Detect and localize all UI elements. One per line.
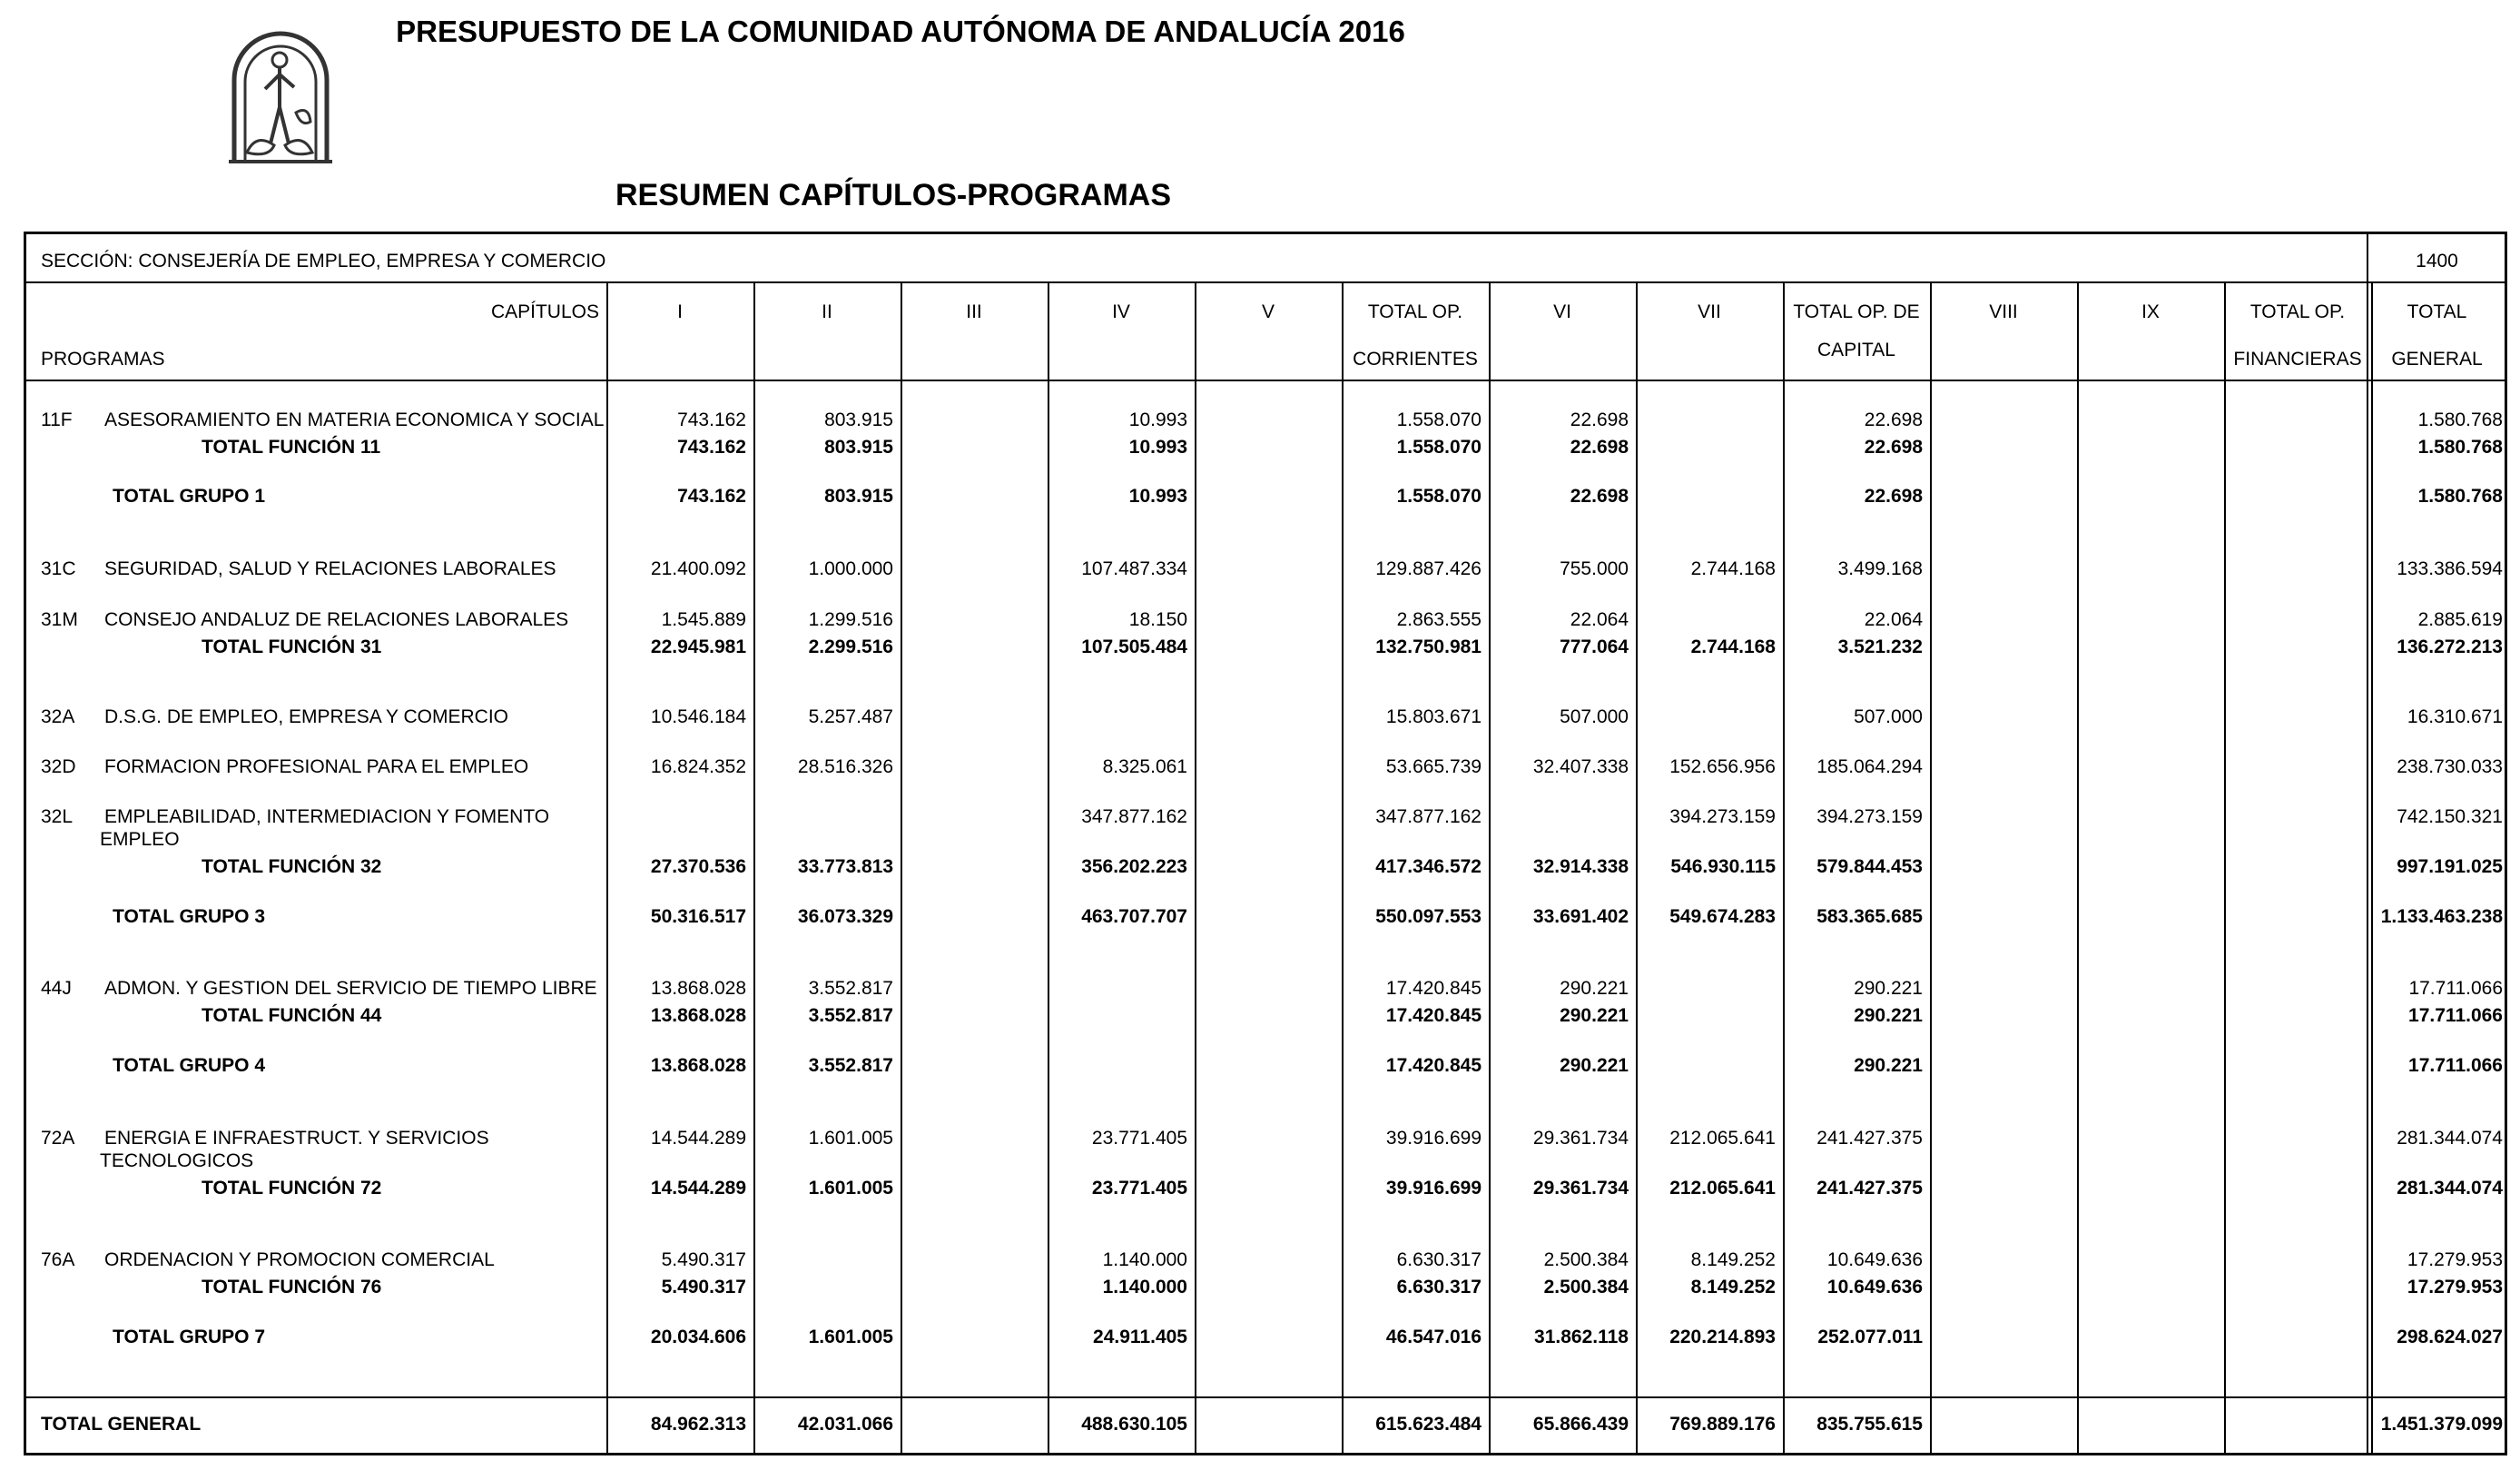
table-cell: 5.490.317 — [661, 1277, 746, 1297]
table-cell: 10.993 — [1128, 437, 1187, 458]
column-header: III — [966, 301, 982, 322]
table-cell: 29.361.734 — [1532, 1128, 1629, 1149]
table-cell: 1.140.000 — [1102, 1277, 1187, 1297]
program-name-continuation: TECNOLOGICOS — [100, 1150, 254, 1171]
table-cell: 755.000 — [1560, 558, 1629, 579]
column-header: VI — [1553, 301, 1571, 322]
table-cell: 22.064 — [1570, 609, 1629, 630]
table-cell: 22.698 — [1570, 409, 1629, 430]
table-cell: 14.544.289 — [650, 1128, 746, 1149]
table-cell: 22.698 — [1864, 437, 1923, 458]
table-cell: 5.490.317 — [661, 1249, 746, 1270]
program-name: ADMON. Y GESTION DEL SERVICIO DE TIEMPO LIBRE — [104, 978, 597, 999]
program-code: 11F — [41, 409, 73, 430]
table-cell: 17.420.845 — [1385, 1055, 1481, 1076]
column-header: VII — [1698, 301, 1721, 322]
table-cell: 3.552.817 — [808, 978, 893, 999]
table-cell: 22.698 — [1570, 437, 1629, 458]
column-divider — [1930, 281, 1932, 1455]
table-cell: 1.580.768 — [2417, 409, 2503, 430]
total-divider — [24, 1396, 2507, 1398]
table-cell: 347.877.162 — [1375, 806, 1481, 827]
table-cell: 241.427.375 — [1816, 1128, 1923, 1149]
table-cell: 39.916.699 — [1385, 1178, 1481, 1199]
table-cell: 241.427.375 — [1816, 1178, 1923, 1199]
table-cell: 2.885.619 — [2417, 609, 2503, 630]
table-cell: 1.000.000 — [808, 558, 893, 579]
column-header: CORRIENTES — [1353, 349, 1478, 370]
table-cell: 1.601.005 — [808, 1178, 893, 1199]
total-general-cell: 769.889.176 — [1669, 1414, 1776, 1435]
table-cell: 10.649.636 — [1826, 1277, 1923, 1297]
program-code: 44J — [41, 978, 72, 999]
table-cell: 50.316.517 — [650, 906, 746, 927]
table-cell: 17.420.845 — [1385, 1005, 1481, 1026]
column-header: CAPITAL — [1817, 340, 1895, 360]
page-subtitle: RESUMEN CAPÍTULOS-PROGRAMAS — [615, 178, 1172, 212]
table-cell: 549.674.283 — [1669, 906, 1776, 927]
table-cell: 10.993 — [1128, 409, 1187, 430]
table-cell: 27.370.536 — [650, 856, 746, 877]
table-cell: 1.558.070 — [1396, 486, 1481, 507]
program-code: 72A — [41, 1128, 75, 1149]
table-cell: 3.552.817 — [808, 1055, 893, 1076]
table-cell: 5.257.487 — [808, 706, 893, 727]
total-row-label: TOTAL GRUPO 7 — [113, 1327, 266, 1347]
table-cell: 1.133.463.238 — [2380, 906, 2503, 927]
program-name: D.S.G. DE EMPLEO, EMPRESA Y COMERCIO — [104, 706, 508, 727]
table-cell: 212.065.641 — [1669, 1128, 1776, 1149]
table-cell: 347.877.162 — [1081, 806, 1187, 827]
table-cell: 290.221 — [1854, 1055, 1923, 1076]
table-cell: 31.862.118 — [1534, 1327, 1629, 1347]
table-cell: 17.420.845 — [1385, 978, 1481, 999]
table-cell: 10.993 — [1128, 486, 1187, 507]
total-row-label: TOTAL FUNCIÓN 32 — [202, 856, 382, 877]
table-cell: 290.221 — [1560, 1005, 1629, 1026]
table-cell: 2.500.384 — [1543, 1249, 1629, 1270]
table-cell: 252.077.011 — [1817, 1327, 1923, 1347]
table-cell: 18.150 — [1128, 609, 1187, 630]
table-cell: 133.386.594 — [2397, 558, 2503, 579]
table-cell: 290.221 — [1854, 978, 1923, 999]
table-cell: 356.202.223 — [1081, 856, 1187, 877]
table-cell: 33.691.402 — [1532, 906, 1629, 927]
table-cell: 136.272.213 — [2397, 636, 2503, 657]
table-cell: 17.711.066 — [2408, 1005, 2503, 1026]
table-cell: 1.558.070 — [1396, 409, 1481, 430]
table-cell: 290.221 — [1854, 1005, 1923, 1026]
table-cell: 238.730.033 — [2397, 756, 2503, 777]
program-code: 31C — [41, 558, 76, 579]
total-general-cell: 835.755.615 — [1816, 1414, 1923, 1435]
column-header: V — [1261, 301, 1275, 322]
table-cell: 2.299.516 — [808, 636, 893, 657]
total-row-label: TOTAL FUNCIÓN 31 — [202, 636, 382, 657]
table-cell: 2.744.168 — [1690, 558, 1776, 579]
table-cell: 417.346.572 — [1375, 856, 1481, 877]
program-name: EMPLEABILIDAD, INTERMEDIACION Y FOMENTO — [104, 806, 550, 827]
table-cell: 20.034.606 — [650, 1327, 746, 1347]
total-row-label: TOTAL GRUPO 4 — [113, 1055, 266, 1076]
table-cell: 1.601.005 — [808, 1327, 893, 1347]
table-cell: 185.064.294 — [1816, 756, 1923, 777]
table-cell: 13.868.028 — [650, 1055, 746, 1076]
table-cell: 107.505.484 — [1081, 636, 1187, 657]
table-cell: 997.191.025 — [2397, 856, 2503, 877]
table-cell: 463.707.707 — [1081, 906, 1187, 927]
column-header: VIII — [1989, 301, 2018, 322]
table-cell: 17.279.953 — [2407, 1277, 2503, 1297]
table-cell: 36.073.329 — [797, 906, 893, 927]
program-code: 31M — [41, 609, 78, 630]
table-cell: 507.000 — [1560, 706, 1629, 727]
total-row-label: TOTAL FUNCIÓN 76 — [202, 1277, 382, 1297]
table-cell: 2.863.555 — [1396, 609, 1481, 630]
total-general-cell: 84.962.313 — [650, 1414, 746, 1435]
program-code: 32D — [41, 756, 76, 777]
program-name-continuation: EMPLEO — [100, 829, 180, 850]
table-cell: 1.545.889 — [661, 609, 746, 630]
column-header: II — [822, 301, 832, 322]
program-code: 76A — [41, 1249, 75, 1270]
table-cell: 2.744.168 — [1690, 636, 1776, 657]
column-divider — [2077, 281, 2079, 1455]
header-capitulos: CAPÍTULOS — [490, 301, 599, 322]
total-general-cell: 1.451.379.099 — [2380, 1414, 2503, 1435]
table-cell: 777.064 — [1560, 636, 1629, 657]
program-name: ASESORAMIENTO EN MATERIA ECONOMICA Y SOCIAL — [104, 409, 605, 430]
total-row-label: TOTAL FUNCIÓN 11 — [202, 437, 381, 458]
total-general-cell: 42.031.066 — [797, 1414, 893, 1435]
table-cell: 743.162 — [677, 409, 746, 430]
total-general-cell: 65.866.439 — [1532, 1414, 1629, 1435]
page-title: PRESUPUESTO DE LA COMUNIDAD AUTÓNOMA DE ANDALUCÍA 2016 — [396, 15, 1405, 48]
table-cell: 33.773.813 — [797, 856, 893, 877]
table-cell: 550.097.553 — [1375, 906, 1481, 927]
table-cell: 742.150.321 — [2397, 806, 2503, 827]
table-cell: 298.624.027 — [2397, 1327, 2503, 1347]
total-row-label: TOTAL GRUPO 3 — [113, 906, 266, 927]
table-cell: 39.916.699 — [1385, 1128, 1481, 1149]
table-cell: 1.580.768 — [2417, 437, 2503, 458]
table-cell: 507.000 — [1854, 706, 1923, 727]
table-cell: 743.162 — [677, 437, 746, 458]
table-cell: 28.516.326 — [797, 756, 893, 777]
total-row-label: TOTAL FUNCIÓN 72 — [202, 1178, 382, 1199]
table-cell: 53.665.739 — [1385, 756, 1481, 777]
table-cell: 10.546.184 — [650, 706, 746, 727]
table-cell: 17.279.953 — [2407, 1249, 2503, 1270]
table-cell: 1.580.768 — [2417, 486, 2503, 507]
table-cell: 129.887.426 — [1375, 558, 1481, 579]
column-header: IX — [2141, 301, 2160, 322]
program-name: CONSEJO ANDALUZ DE RELACIONES LABORALES — [104, 609, 569, 630]
table-cell: 8.149.252 — [1690, 1277, 1776, 1297]
table-cell: 290.221 — [1560, 978, 1629, 999]
section-label: SECCIÓN: CONSEJERÍA DE EMPLEO, EMPRESA Y COMERCIO — [41, 251, 606, 271]
program-name: SEGURIDAD, SALUD Y RELACIONES LABORALES — [104, 558, 556, 579]
table-cell: 21.400.092 — [650, 558, 746, 579]
table-cell: 15.803.671 — [1385, 706, 1481, 727]
table-cell: 579.844.453 — [1816, 856, 1923, 877]
table-cell: 22.064 — [1864, 609, 1923, 630]
table-cell: 22.698 — [1864, 486, 1923, 507]
table-cell: 394.273.159 — [1816, 806, 1923, 827]
table-cell: 13.868.028 — [650, 1005, 746, 1026]
table-cell: 394.273.159 — [1669, 806, 1776, 827]
table-cell: 22.698 — [1864, 409, 1923, 430]
header-divider — [24, 380, 2507, 381]
column-header: I — [677, 301, 683, 322]
table-cell: 13.868.028 — [650, 978, 746, 999]
total-row-label: TOTAL FUNCIÓN 44 — [202, 1005, 382, 1026]
column-header: TOTAL OP. DE — [1793, 301, 1920, 322]
table-cell: 16.824.352 — [650, 756, 746, 777]
table-cell: 29.361.734 — [1532, 1178, 1629, 1199]
column-header: TOTAL OP. — [2249, 301, 2346, 322]
table-cell: 1.140.000 — [1102, 1249, 1187, 1270]
total-general-cell: 488.630.105 — [1081, 1414, 1187, 1435]
section-code: 1400 — [2416, 251, 2458, 271]
table-cell: 281.344.074 — [2397, 1178, 2503, 1199]
table-cell: 743.162 — [677, 486, 746, 507]
column-header: FINANCIERAS — [2233, 349, 2362, 370]
column-header: TOTAL OP. — [1367, 301, 1463, 322]
table-cell: 32.914.338 — [1532, 856, 1629, 877]
table-cell: 546.930.115 — [1670, 856, 1776, 877]
table-cell: 281.344.074 — [2397, 1128, 2503, 1149]
table-cell: 10.649.636 — [1826, 1249, 1923, 1270]
table-cell: 22.945.981 — [650, 636, 746, 657]
table-cell: 46.547.016 — [1385, 1327, 1481, 1347]
table-cell: 17.711.066 — [2408, 1055, 2503, 1076]
section-divider — [24, 281, 2507, 283]
table-cell: 17.711.066 — [2408, 978, 2503, 999]
table-cell: 23.771.405 — [1091, 1178, 1187, 1199]
column-header: GENERAL — [2391, 349, 2483, 370]
table-cell: 23.771.405 — [1091, 1128, 1187, 1149]
table-cell: 290.221 — [1560, 1055, 1629, 1076]
table-cell: 8.149.252 — [1690, 1249, 1776, 1270]
program-code: 32A — [41, 706, 75, 727]
table-cell: 8.325.061 — [1102, 756, 1187, 777]
table-cell: 1.601.005 — [808, 1128, 893, 1149]
program-name: ORDENACION Y PROMOCION COMERCIAL — [104, 1249, 495, 1270]
section-code-divider — [2367, 232, 2368, 281]
column-header: TOTAL — [2407, 301, 2467, 322]
total-row-label: TOTAL GRUPO 1 — [113, 486, 266, 507]
column-header: IV — [1112, 301, 1130, 322]
table-cell: 6.630.317 — [1396, 1277, 1481, 1297]
table-cell: 14.544.289 — [650, 1178, 746, 1199]
table-cell: 22.698 — [1570, 486, 1629, 507]
table-cell: 220.214.893 — [1669, 1327, 1776, 1347]
table-cell: 32.407.338 — [1532, 756, 1629, 777]
table-cell: 1.299.516 — [808, 609, 893, 630]
table-cell: 6.630.317 — [1396, 1249, 1481, 1270]
total-general-cell: 615.623.484 — [1375, 1414, 1481, 1435]
table-cell: 1.558.070 — [1396, 437, 1481, 458]
header-programas: PROGRAMAS — [41, 349, 165, 370]
table-cell: 16.310.671 — [2407, 706, 2503, 727]
table-cell: 803.915 — [824, 437, 893, 458]
program-name: ENERGIA E INFRAESTRUCT. Y SERVICIOS — [104, 1128, 489, 1149]
table-cell: 24.911.405 — [1093, 1327, 1187, 1347]
table-cell: 107.487.334 — [1081, 558, 1187, 579]
column-divider — [2224, 281, 2226, 1455]
table-cell: 583.365.685 — [1816, 906, 1923, 927]
table-cell: 3.521.232 — [1837, 636, 1923, 657]
table-cell: 3.499.168 — [1837, 558, 1923, 579]
table-cell: 132.750.981 — [1375, 636, 1481, 657]
program-name: FORMACION PROFESIONAL PARA EL EMPLEO — [104, 756, 529, 777]
table-cell: 803.915 — [824, 486, 893, 507]
total-general-label: TOTAL GENERAL — [41, 1414, 202, 1435]
table-cell: 2.500.384 — [1543, 1277, 1629, 1297]
column-divider — [1195, 281, 1196, 1455]
column-divider — [901, 281, 902, 1455]
table-cell: 3.552.817 — [808, 1005, 893, 1026]
program-code: 32L — [41, 806, 74, 827]
table-cell: 803.915 — [824, 409, 893, 430]
table-cell: 152.656.956 — [1669, 756, 1776, 777]
table-cell: 212.065.641 — [1669, 1178, 1776, 1199]
